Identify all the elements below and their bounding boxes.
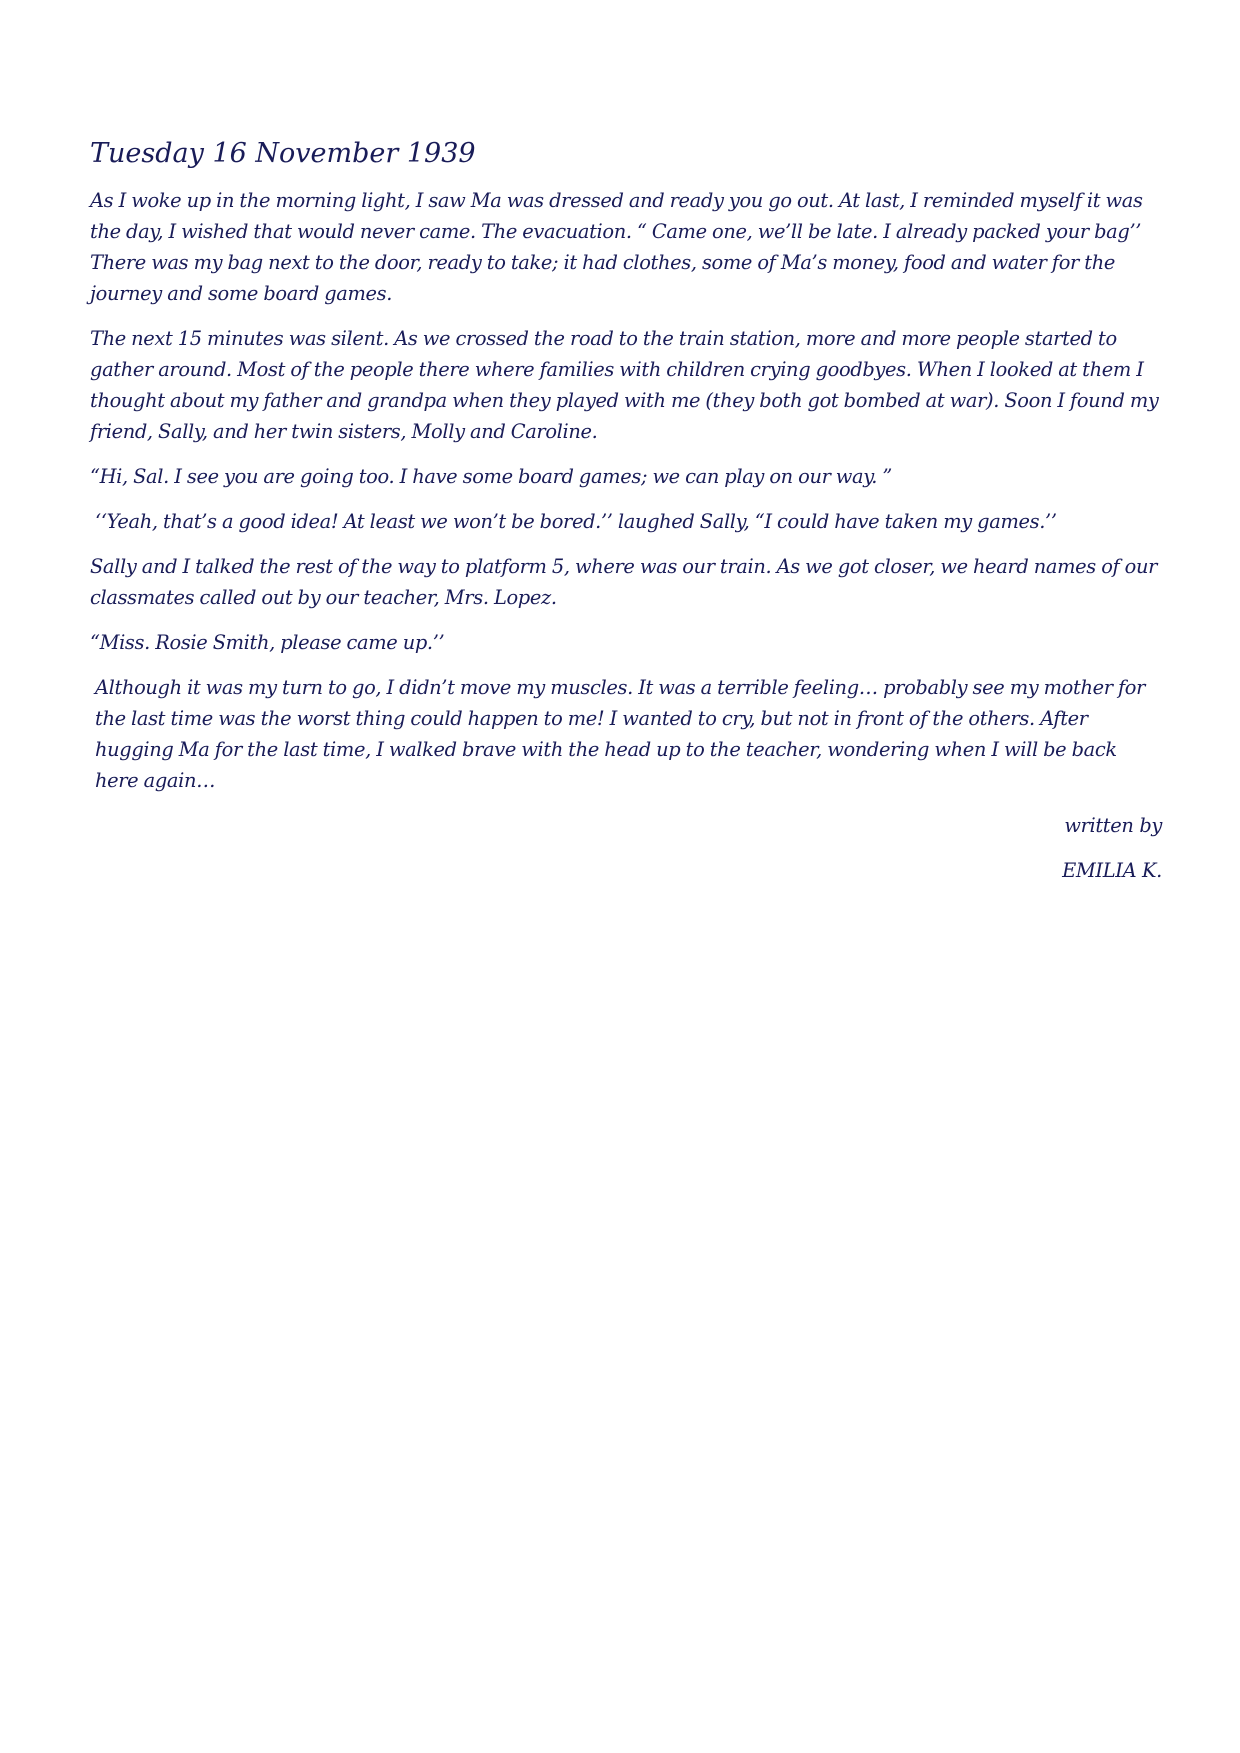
paragraph-2: The next 15 minutes was silent. As we crossed the road to the train station, more and more people started to gather around. Most of the people there where families with children crying goodbyes. When I looked at them I thought about my father and grandpa when they played with me (they both got bombed at war). Soon I found my friend, Sally, and her twin sisters, Molly and Caroline.	[90, 327, 1159, 443]
paragraph-5: Sally and I talked the rest of the way to platform 5, where was our train. As we got closer, we heard names of our classmates called out by our teacher, Mrs. Lopez.	[90, 555, 1158, 609]
diary-date-heading: Tuesday 16 November 1939	[90, 138, 476, 169]
signature-written-by: written by	[1064, 814, 1162, 837]
paragraph-3: “Hi, Sal. I see you are going too. I have some board games; we can play on our way. ”	[90, 465, 892, 488]
signature-author: EMILIA K.	[1062, 859, 1162, 882]
document-body	[90, 134, 1162, 900]
paragraph-4: ‘‘Yeah, that’s a good idea! At least we won’t be bored.’’ laughed Sally, “I could have taken my games.’’	[95, 510, 1057, 533]
paragraph-6: “Miss. Rosie Smith, please came up.’’	[90, 631, 445, 654]
paragraph-1: As I woke up in the morning light, I saw Ma was dressed and ready you go out. At last, I reminded myself it was the day, I wished that would never came. The evacuation. “ Came one, we’ll be late. I already packed your bag’’ There was my bag next to the door, ready to take; it had clothes, some of Ma’s money, food and water for the journey and some board games.	[90, 189, 1143, 305]
paragraph-7: Although it was my turn to go, I didn’t move my muscles. It was a terrible feeling… probably see my mother for the last time was the worst thing could happen to me! I wanted to cry, but not in front of the others. After hugging Ma for the last time, I walked brave with the head up to the teacher, wondering when I will be back here again…	[95, 676, 1146, 792]
